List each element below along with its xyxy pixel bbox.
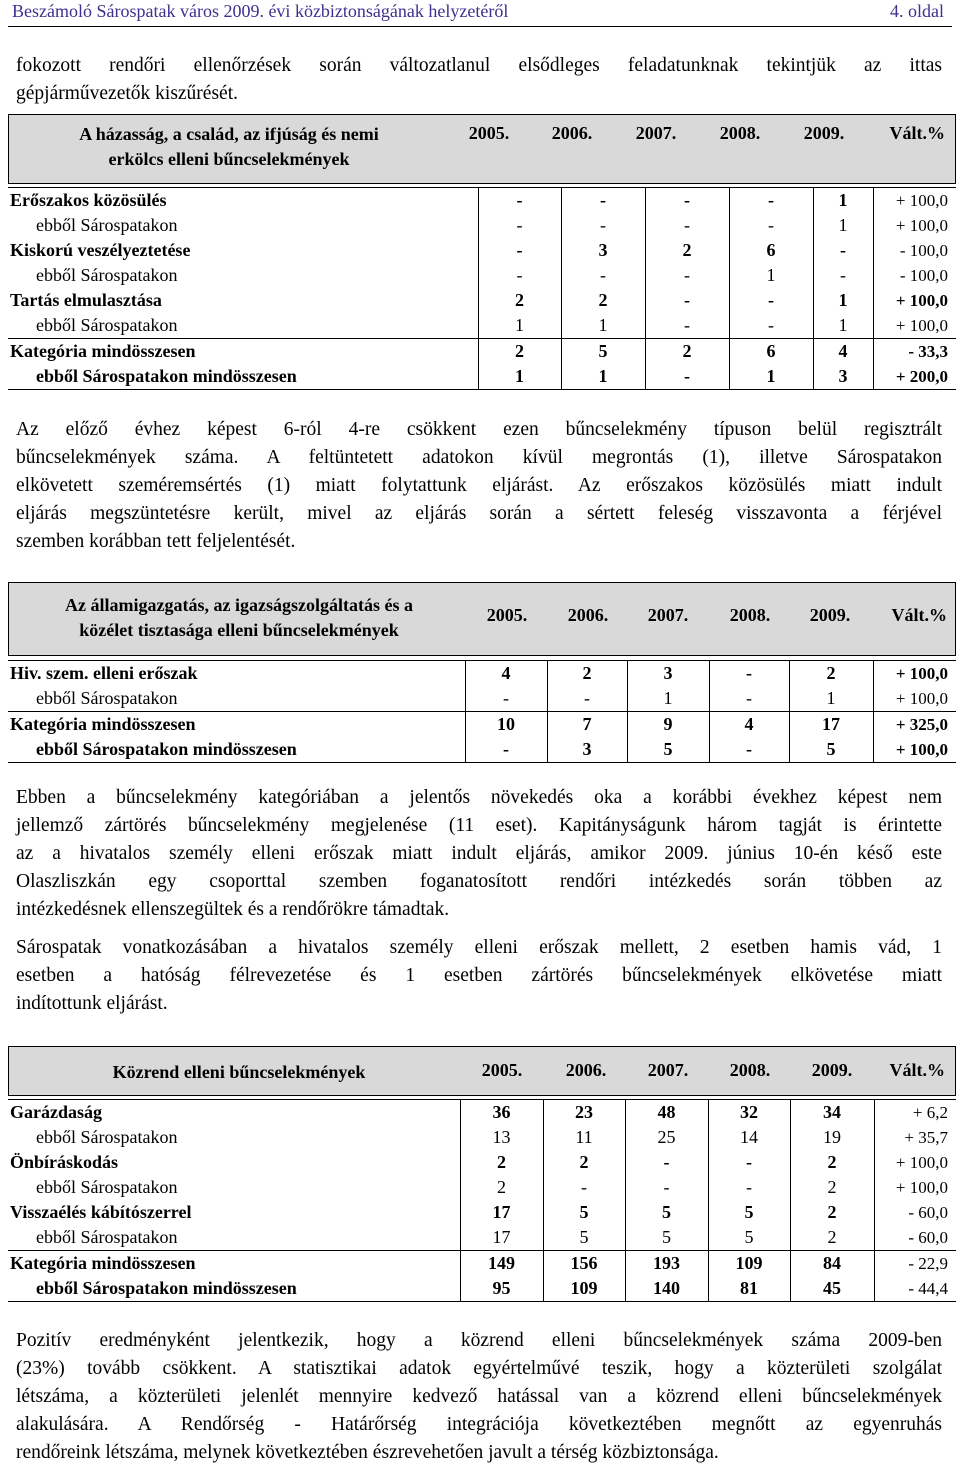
change-cell: + 100,0 (895, 291, 948, 310)
cell: - (645, 364, 729, 390)
cell: 34 (790, 1100, 874, 1126)
table-row (8, 188, 956, 214)
year-header: 2008. (729, 1060, 771, 1080)
table1-title-line: erkölcs elleni bűncselekmények (108, 149, 350, 169)
cell: 1 (478, 364, 561, 390)
table-row (8, 339, 956, 365)
cell: 95 (460, 1276, 543, 1302)
change-cell: - 100,0 (899, 241, 948, 260)
cell: - (709, 737, 789, 763)
cell: 45 (790, 1276, 874, 1302)
cell: 1 (813, 188, 873, 214)
change-cell: - 33,3 (873, 339, 956, 365)
year-header: 2005. (486, 605, 528, 625)
cell: 2 (790, 1150, 874, 1175)
cell: 2 (460, 1150, 543, 1175)
cell: 23 (543, 1100, 625, 1126)
cell: 48 (625, 1100, 708, 1126)
row-label: Erőszakos közösülés (8, 188, 478, 214)
cell: - (729, 288, 813, 313)
year-header: 2005. (468, 123, 510, 143)
table-row (8, 1200, 956, 1225)
cell: 5 (627, 737, 709, 763)
cell: 17 (789, 712, 873, 738)
cell: - (645, 313, 729, 339)
cell: 1 (813, 313, 873, 339)
cell: 5 (708, 1200, 790, 1225)
cell: - (645, 188, 729, 214)
text-line: szemben korábban tett feljelentését. (16, 531, 296, 552)
text-line: gépjárművezetők kiszűrését. (16, 83, 238, 104)
text-line: bűncselekmények száma. A feltüntetett adatokon kívül megrontás (1), illetve Sárospatakon (16, 447, 942, 468)
row-label: Önbíráskodás (8, 1150, 460, 1175)
cell: 3 (813, 364, 873, 390)
text-line: Ebben a bűncselekmény kategóriában a jelentős növekedés oka a korábbi évekhez képest nem (16, 787, 942, 808)
change-cell: + 200,0 (873, 364, 956, 390)
cell: 2 (790, 1175, 874, 1200)
text-line: (23%) tovább csökkent. A statisztikai adatok egyértelművé teszik, hogy a közterületi szolgálat (16, 1358, 942, 1379)
cell: 1 (478, 313, 561, 339)
row-label: Kiskorú veszélyeztetése (8, 238, 478, 263)
cell: - (478, 263, 561, 288)
page-number: 4. oldal (890, 1, 944, 21)
table-row (8, 661, 956, 687)
cell: 4 (465, 661, 547, 687)
cell: - (813, 238, 873, 263)
cell: - (708, 1175, 790, 1200)
year-header: 2009. (809, 605, 851, 625)
text-line: esetben a hatóság félrevezetése és 1 esetben zártörés bűncselekmények elkövetése miatt (16, 965, 942, 986)
cell: 156 (543, 1251, 625, 1277)
table-row (8, 1251, 956, 1277)
table2-title (9, 593, 469, 643)
row-label: Visszaélés kábítószerrel (8, 1200, 460, 1225)
text-line: az a hivatalos személy elleni erőszak miatt indult eljárás, amikor 2009. június 10-én késő este (16, 843, 942, 864)
change-cell: + 35,7 (904, 1128, 948, 1147)
cell: 5 (561, 339, 645, 365)
cell: 6 (729, 238, 813, 263)
year-header: 2007. (635, 123, 677, 143)
cell: - (561, 263, 645, 288)
row-label: Hiv. szem. elleni erőszak (8, 661, 465, 687)
cell: 6 (729, 339, 813, 365)
table1 (8, 187, 956, 390)
cell: - (625, 1175, 708, 1200)
cell: - (729, 188, 813, 214)
table3-title: Közrend elleni bűncselekmények (112, 1062, 366, 1082)
cell: 5 (708, 1225, 790, 1251)
cell: 1 (789, 686, 873, 712)
table-row (8, 238, 956, 263)
cell: 109 (708, 1251, 790, 1277)
cell: 13 (460, 1125, 543, 1150)
text-line: eljárás megszüntetésre került, mivel az eljárás során a sértett feleség visszavonta a férjével (16, 503, 942, 524)
year-header: 2005. (481, 1060, 523, 1080)
table1-header (8, 114, 956, 184)
change-cell: + 6,2 (874, 1100, 956, 1126)
cell: 1 (729, 263, 813, 288)
change-cell: - 22,9 (874, 1251, 956, 1277)
year-header: 2007. (647, 1060, 689, 1080)
text-line: Az előző évhez képest 6-ról 4-re csökkent ezen bűncselekmény típuson belül regisztrált (16, 419, 942, 440)
cell: - (561, 188, 645, 214)
cell: 1 (561, 313, 645, 339)
table-row (8, 263, 956, 288)
cell: 2 (645, 238, 729, 263)
year-header: 2008. (719, 123, 761, 143)
change-cell: + 100,0 (873, 737, 956, 763)
text-line: létszáma, a közterületi jelenlét mennyire kedvező hatással van a közrend elleni bűncselekmények (16, 1386, 942, 1407)
paragraph-table1-comment (16, 416, 942, 556)
change-cell: + 100,0 (873, 188, 956, 214)
cell: 2 (789, 661, 873, 687)
text-line: indítottunk eljárást. (16, 993, 168, 1014)
row-label: ebből Sárospatakon (8, 686, 465, 712)
cell: - (478, 238, 561, 263)
cell: 19 (790, 1125, 874, 1150)
cell: - (729, 313, 813, 339)
cell: 193 (625, 1251, 708, 1277)
change-header: Vált.% (891, 605, 947, 625)
cell: 3 (547, 737, 627, 763)
cell: 9 (627, 712, 709, 738)
table1-title-line: A házasság, a család, az ifjúság és nemi (79, 124, 379, 144)
text-line: Olaszliszkán egy csoporttal szemben foganatosított rendőri intézkedés során többen az (16, 871, 942, 892)
table-row (8, 1125, 956, 1150)
cell: 2 (790, 1200, 874, 1225)
cell: 149 (460, 1251, 543, 1277)
page-header (8, 0, 952, 27)
cell: - (478, 213, 561, 238)
cell: - (645, 263, 729, 288)
change-cell: + 100,0 (895, 316, 948, 335)
cell: 4 (709, 712, 789, 738)
cell: 14 (708, 1125, 790, 1150)
table-row (8, 313, 956, 339)
paragraph-sarospatak (16, 934, 942, 1018)
cell: 2 (790, 1225, 874, 1251)
cell: 109 (543, 1276, 625, 1302)
cell: 25 (625, 1125, 708, 1150)
table3-header (8, 1046, 956, 1096)
cell: - (465, 737, 547, 763)
cell: 140 (625, 1276, 708, 1302)
year-header: 2009. (803, 123, 845, 143)
cell: - (645, 213, 729, 238)
row-label: Kategória mindösszesen (8, 712, 465, 738)
year-header: 2009. (811, 1060, 853, 1080)
cell: - (561, 213, 645, 238)
change-cell: + 100,0 (873, 661, 956, 687)
cell: - (709, 661, 789, 687)
row-label: Tartás elmulasztása (8, 288, 478, 313)
cell: 4 (813, 339, 873, 365)
cell: - (645, 288, 729, 313)
table-row (8, 712, 956, 738)
change-cell: + 100,0 (895, 1178, 948, 1197)
row-label: ebből Sárospatakon (8, 1175, 460, 1200)
table-row (8, 1175, 956, 1200)
cell: 2 (543, 1150, 625, 1175)
table-row (8, 686, 956, 712)
table3 (8, 1099, 956, 1302)
cell: - (478, 188, 561, 214)
cell: - (625, 1150, 708, 1175)
change-header: Vált.% (889, 123, 945, 143)
change-cell: + 100,0 (895, 216, 948, 235)
cell: 1 (561, 364, 645, 390)
table2-title-line: közélet tisztasága elleni bűncselekmények (79, 620, 399, 640)
cell: 17 (460, 1200, 543, 1225)
cell: - (465, 686, 547, 712)
table-row (8, 737, 956, 763)
change-cell: + 100,0 (895, 689, 948, 708)
table-row (8, 288, 956, 313)
change-cell: - 44,4 (874, 1276, 956, 1302)
cell: 5 (543, 1225, 625, 1251)
text-line: rendőreink létszáma, melynek következtében észrevehetően javult a térség közbiztonsága. (16, 1442, 719, 1463)
row-label: ebből Sárospatakon (8, 263, 478, 288)
table-row (8, 1276, 956, 1302)
cell: 2 (547, 661, 627, 687)
cell: 10 (465, 712, 547, 738)
cell: 5 (789, 737, 873, 763)
cell: 81 (708, 1276, 790, 1302)
cell: 1 (813, 288, 873, 313)
cell: 2 (561, 288, 645, 313)
cell: 1 (627, 686, 709, 712)
cell: 3 (627, 661, 709, 687)
table2 (8, 660, 956, 763)
cell: - (547, 686, 627, 712)
cell: 2 (460, 1175, 543, 1200)
change-cell: - 60,0 (908, 1228, 948, 1247)
table-row (8, 213, 956, 238)
change-cell: + 100,0 (895, 1153, 948, 1172)
paragraph-table3-comment (16, 1327, 942, 1467)
cell: 11 (543, 1125, 625, 1150)
cell: 5 (543, 1200, 625, 1225)
year-header: 2007. (647, 605, 689, 625)
change-cell: - 60,0 (908, 1203, 948, 1222)
cell: 2 (478, 339, 561, 365)
cell: 1 (729, 364, 813, 390)
table-row (8, 1100, 956, 1126)
cell: - (709, 686, 789, 712)
paragraph-table2-comment (16, 784, 942, 924)
text-line: intézkedésnek ellenszegültek és a rendőrökre támadtak. (16, 899, 450, 920)
cell: 1 (813, 213, 873, 238)
cell: 17 (460, 1225, 543, 1251)
cell: 3 (561, 238, 645, 263)
table-row (8, 364, 956, 390)
row-label: ebből Sárospatakon (8, 313, 478, 339)
cell: 36 (460, 1100, 543, 1126)
row-label: ebből Sárospatakon (8, 213, 478, 238)
cell: 84 (790, 1251, 874, 1277)
row-label: ebből Sárospatakon mindösszesen (8, 364, 478, 390)
row-label: Garázdaság (8, 1100, 460, 1126)
row-label: Kategória mindösszesen (8, 1251, 460, 1277)
table-row (8, 1150, 956, 1175)
row-label: ebből Sárospatakon (8, 1225, 460, 1251)
text-line: Sárospatak vonatkozásában a hivatalos személy elleni erőszak mellett, 2 esetben hamis vád, 1 (16, 937, 942, 958)
cell: - (729, 213, 813, 238)
change-header: Vált.% (889, 1060, 945, 1080)
text-line: Pozitív eredményként jelentkezik, hogy a közrend elleni bűncselekmények száma 2009-ben (16, 1330, 942, 1351)
table1-title (19, 122, 439, 172)
row-label: Kategória mindösszesen (8, 339, 478, 365)
table2-title-line: Az államigazgatás, az igazságszolgáltatás és a (65, 595, 413, 615)
cell: 7 (547, 712, 627, 738)
table-row (8, 1225, 956, 1251)
year-header: 2006. (565, 1060, 607, 1080)
change-cell: - 100,0 (899, 266, 948, 285)
text-line: elkövetett szeméremsértés (1) miatt folytattunk eljárást. Az erőszakos közösülés miatt indult (16, 475, 942, 496)
row-label: ebből Sárospatakon mindösszesen (8, 737, 465, 763)
row-label: ebből Sárospatakon (8, 1125, 460, 1150)
row-label: ebből Sárospatakon mindösszesen (8, 1276, 460, 1302)
cell: 2 (645, 339, 729, 365)
year-header: 2008. (729, 605, 771, 625)
cell: - (813, 263, 873, 288)
document-title: Beszámoló Sárospatak város 2009. évi közbiztonságának helyzetéről (12, 1, 509, 21)
paragraph-intro (16, 52, 942, 108)
cell: 32 (708, 1100, 790, 1126)
cell: 5 (625, 1200, 708, 1225)
cell: 5 (625, 1225, 708, 1251)
year-header: 2006. (551, 123, 593, 143)
text-line: jellemző zártörés bűncselekmény megjelenése (11 eset). Kapitányságunk három tagját is érintette (16, 815, 942, 836)
cell: 2 (478, 288, 561, 313)
year-header: 2006. (567, 605, 609, 625)
change-cell: + 325,0 (873, 712, 956, 738)
text-line: fokozott rendőri ellenőrzések során változatlanul elsődleges feladatunknak tekintjük az ittas (16, 55, 942, 76)
cell: - (543, 1175, 625, 1200)
cell: - (708, 1150, 790, 1175)
text-line: alakulására. A Rendőrség - Határőrség integrációja következtében megnőtt az egyenruhás (16, 1414, 942, 1435)
table2-header (8, 582, 956, 656)
